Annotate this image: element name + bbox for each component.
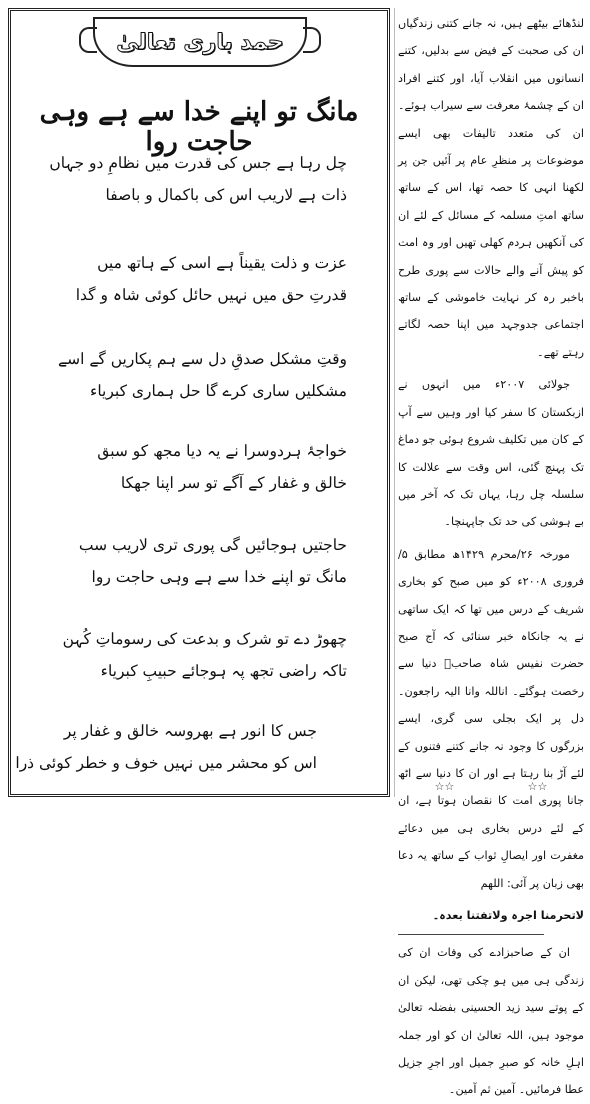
prose-column [398, 10, 585, 1097]
verse: وقتِ مشکل صدقِ دل سے ہم پکاریں گے اسے [58, 350, 347, 368]
separator-rule [398, 934, 544, 935]
stanza-2 [76, 247, 347, 311]
hamd-banner [93, 17, 307, 67]
stanza-6 [63, 623, 347, 687]
stanza-3 [58, 343, 347, 407]
dua-line: لاتحرمنا اجرہ ولاتفتنا بعدہ۔ [432, 909, 584, 922]
star-ornament [398, 780, 584, 793]
stanza-4 [97, 435, 347, 499]
star-group-icon: ☆☆ [434, 780, 455, 793]
column-divider [394, 8, 395, 797]
verse: خالق و غفار کے آگے تو سر اپنا جھکا [120, 474, 347, 492]
star-group-icon: ☆☆ [527, 780, 548, 793]
paragraph: لنڈھائے بیٹھے ہیں، نہ جانے کتنی زندگیاں ان کی صحبت کے فیض سے بدلیں، کتنے انسانوں میں انقلاب آیا، اور کتنے افراد ان کے چشمۂ معرفت سے سیراب ہوئے۔ ان کی متعدد تالیفات بھی ایسے موضوعات پر منظرِ عام پر آئیں جن پر لکھنا انہی کا حصہ تھا، اس کے ساتھ ساتھ امتِ مسلمہ کے مسائل کے لئے ان کی آنکھیں ہردم کھلی تھیں اور وہ امت کو پیش آنے والے حالات سے پوری طرح باخبر رہ کر نہایت خاموشی کے ساتھ اجتماعی جدوجہد میں اپنا حصہ لگاتے رہتے تھے۔ [398, 17, 584, 359]
paragraph: جولائی ۲۰۰۷ء میں انہوں نے ازبکستان کا سفر کیا اور وہیں سے آپ کے کان میں تکلیف شروع ہوئی جو دماغ تک پہنچ گئی، اس وقت سے علالت کا سلسلہ چل رہا، یہاں تک کہ آخر میں بے ہوشی کی حد تک جاپہنچا۔ [398, 378, 584, 529]
verse: مانگ تو اپنے خدا سے ہے وہی حاجت روا [91, 568, 347, 586]
verse: چل رہا ہے جس کی قدرت میں نظامِ دو جہاں [49, 154, 347, 172]
verse: اس کو محشر میں نہیں خوف و خطر کوئی ذرا [15, 754, 317, 772]
paragraph: مورخہ ۲۶/محرم ۱۴۲۹ھ مطابق ۵/فروری ۲۰۰۸ء کو میں صبح کو بخاری شریف کے درس میں تھا کہ ایک ساتھی نے یہ جانکاہ خبر سنائی کہ آج صبح حضرت نفیس شاہ صاحبؒ دنیا سے رخصت ہوگئے۔ اناللہ وانا الیہ راجعون۔ دل پر ایک بجلی سی گری، ایسے بزرگوں کا وجود نہ جانے کتنے فتنوں کے لئے آڑ بنا رہتا ہے اور ان کا دنیا سے اٹھ جانا پوری امت کا نقصان ہوتا ہے، ان کے لئے درس بخاری ہی میں دعائے مغفرت اور ایصالِ ثواب کے ساتھ یہ دعا بھی زبان پر آئی: اللھم [398, 547, 585, 890]
verse: عزت و ذلت یقیناً ہے اسی کے ہاتھ میں [97, 254, 347, 272]
verse: خواجۂ ہردوسرا نے یہ دیا مجھ کو سبق [97, 442, 347, 460]
paragraph: ان کے صاحبزادے کی وفات ان کی زندگی ہی میں ہو چکی تھی، لیکن ان کے پوتے سید زید الحسینی بفضلہ تعالیٰ موجود ہیں، اللہ تعالیٰ ان کو اور جملہ اہلِ خانہ کو صبرِ جمیل اور اجرِ جزیل عطا فرمائیں۔ آمین ثم آمین۔ [398, 946, 584, 1097]
poem-title: مانگ تو اپنے خدا سے ہے وہی حاجت روا [39, 97, 359, 157]
verse: تاکہ راضی تجھ پہ ہوجائے حبیبِ کبریاء [100, 662, 347, 680]
verse: قدرتِ حق میں نہیں حائل کوئی شاہ و گدا [75, 286, 347, 304]
verse: چھوڑ دے تو شرک و بدعت کی رسوماتِ کُہن [62, 630, 347, 648]
stanza-7 [15, 715, 317, 779]
stanza-5 [79, 529, 347, 593]
verse: مشکلیں ساری کرے گا حل ہماری کبریاء [90, 382, 347, 400]
poem-panel [8, 8, 390, 797]
verse: جس کا انور ہے بھروسہ خالق و غفار پر [63, 722, 317, 740]
stanza-1 [49, 147, 347, 211]
banner-title: حمد باری تعالیٰ [116, 29, 284, 55]
verse: ذات ہے لاریب اس کی باکمال و باصفا [105, 186, 347, 204]
verse: حاجتیں ہوجائیں گی پوری تری لاریب سب [78, 536, 347, 554]
